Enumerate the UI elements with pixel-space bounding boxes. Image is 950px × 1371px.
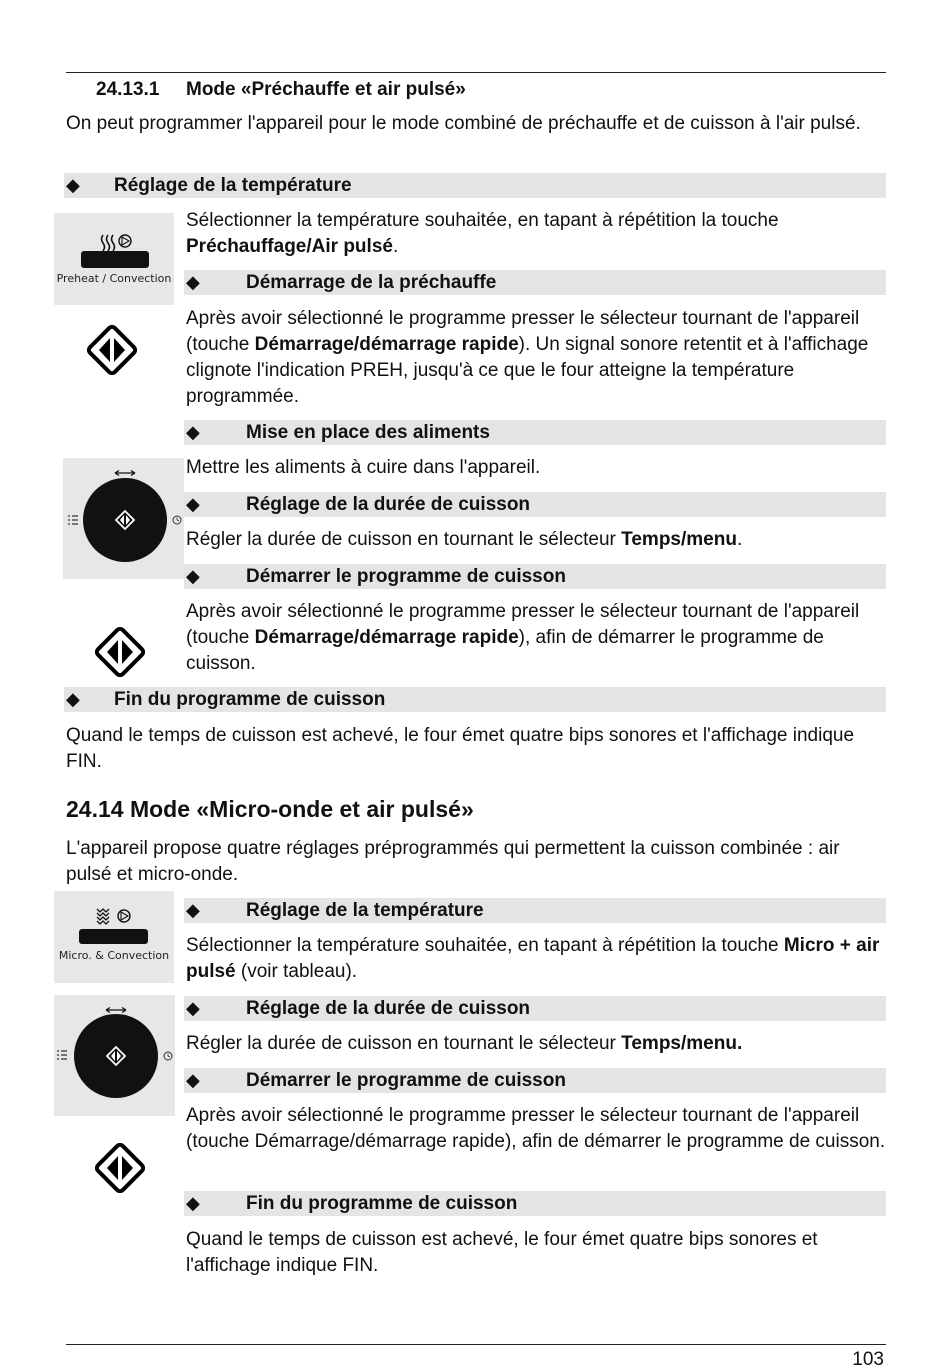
panel-label: Micro. & Convection: [58, 949, 170, 962]
bullet-icon: ◆: [186, 566, 200, 586]
micro-convection-icon: [54, 891, 174, 983]
step-title: Réglage de la durée de cuisson: [246, 494, 531, 515]
step-bar-temperature: [64, 173, 886, 198]
section2-step3-text: Après avoir sélectionné le programme presser le sélecteur tournant de l'appareil (touche Démarrage/démarrage rapide), afin de démarrer le programme de cuisson.: [186, 1105, 886, 1152]
start-button-icon: [95, 627, 145, 677]
step-title: Démarrage de la préchauffe: [246, 272, 497, 293]
step-title: Réglage de la durée de cuisson: [246, 998, 531, 1019]
step-bar-preheat-start: [184, 270, 886, 295]
bullet-icon: ◆: [186, 422, 200, 442]
preheat-convection-icon: [54, 213, 174, 305]
start-button-icon: [87, 325, 137, 375]
step-title: Démarrer le programme de cuisson: [246, 566, 566, 587]
rotary-dial-icon: [63, 458, 184, 579]
step-bar-end-program-2: [184, 1191, 886, 1216]
intro-paragraph: On peut programmer l'appareil pour le mode combiné de préchauffe et de cuisson à l'air pulsé.: [66, 113, 861, 134]
bullet-icon: ◆: [186, 998, 200, 1018]
bullet-icon: ◆: [186, 1070, 200, 1090]
step-title: Réglage de la température: [246, 900, 484, 921]
page-number: 103: [852, 1349, 884, 1370]
step-bar-cooking-time-2: [184, 996, 886, 1021]
step5-text: Après avoir sélectionné le programme presser le sélecteur tournant de l'appareil (touche Démarrage/démarrage rapide), afin de démarrer le programme de cuisson.: [186, 601, 860, 674]
step-title: Fin du programme de cuisson: [246, 1193, 518, 1214]
step4-text: Régler la durée de cuisson en tournant le sélecteur Temps/menu.: [186, 529, 743, 550]
time-menu-dial-image: [63, 458, 184, 579]
micro-convection-panel-image: [54, 891, 174, 983]
section2-step2-text: Régler la durée de cuisson en tournant le sélecteur Temps/menu.: [186, 1033, 743, 1054]
step-bar-cooking-time: [184, 492, 886, 517]
step-bar-end-program: [64, 687, 886, 712]
bullet-icon: ◆: [186, 1193, 200, 1213]
panel-label: Preheat / Convection: [56, 272, 172, 285]
subsection-number: 24.13.1: [96, 79, 160, 100]
section-intro: L'appareil propose quatre réglages préprogrammés qui permettent la cuisson combinée : air pulsé et micro-onde.: [66, 838, 840, 885]
preheat-convection-panel-image: [54, 213, 174, 305]
step1-text: Sélectionner la température souhaitée, en tapant à répétition la touche Préchauffage/Air pulsé.: [186, 210, 779, 257]
bullet-icon: ◆: [186, 494, 200, 514]
step-title: Démarrer le programme de cuisson: [246, 1070, 566, 1091]
step6-text: Quand le temps de cuisson est achevé, le four émet quatre bips sonores et l'affichage indique FIN.: [66, 725, 855, 772]
bullet-icon: ◆: [66, 175, 80, 195]
bottom-rule: [66, 1344, 886, 1345]
step2-text: Après avoir sélectionné le programme presser le sélecteur tournant de l'appareil (touche Démarrage/démarrage rapide). Un signal sonore retentit et à l'affichage clignote l'indication PREH, jusqu'à ce que le four atteigne la température programmée.: [186, 308, 869, 407]
subsection-title: Mode «Préchauffe et air pulsé»: [186, 79, 466, 100]
step3-text: Mettre les aliments à cuire dans l'appareil.: [186, 457, 541, 478]
section2-step4-text: Quand le temps de cuisson est achevé, le four émet quatre bips sonores et l'affichage indique FIN.: [186, 1229, 818, 1276]
step-title: Fin du programme de cuisson: [114, 689, 386, 710]
step-bar-start-program-2: [184, 1068, 886, 1093]
step-title: Réglage de la température: [114, 175, 352, 196]
section-heading: 24.14 Mode «Micro-onde et air pulsé»: [66, 796, 474, 822]
step-bar-temperature-2: [184, 898, 886, 923]
subsection-heading: [96, 79, 466, 101]
start-button-icon: [95, 1143, 145, 1193]
rotary-dial-icon: [54, 995, 175, 1116]
top-rule: [66, 72, 886, 73]
time-menu-dial-image: [54, 995, 175, 1116]
step-title: Mise en place des aliments: [246, 422, 490, 443]
bullet-icon: ◆: [186, 272, 200, 292]
bullet-icon: ◆: [66, 689, 80, 709]
step-bar-start-program: [184, 564, 886, 589]
section2-step1-text: Sélectionner la température souhaitée, en tapant à répétition la touche Micro + air pulsé (voir tableau).: [186, 935, 880, 982]
bullet-icon: ◆: [186, 900, 200, 920]
step-bar-food-placement: [184, 420, 886, 445]
